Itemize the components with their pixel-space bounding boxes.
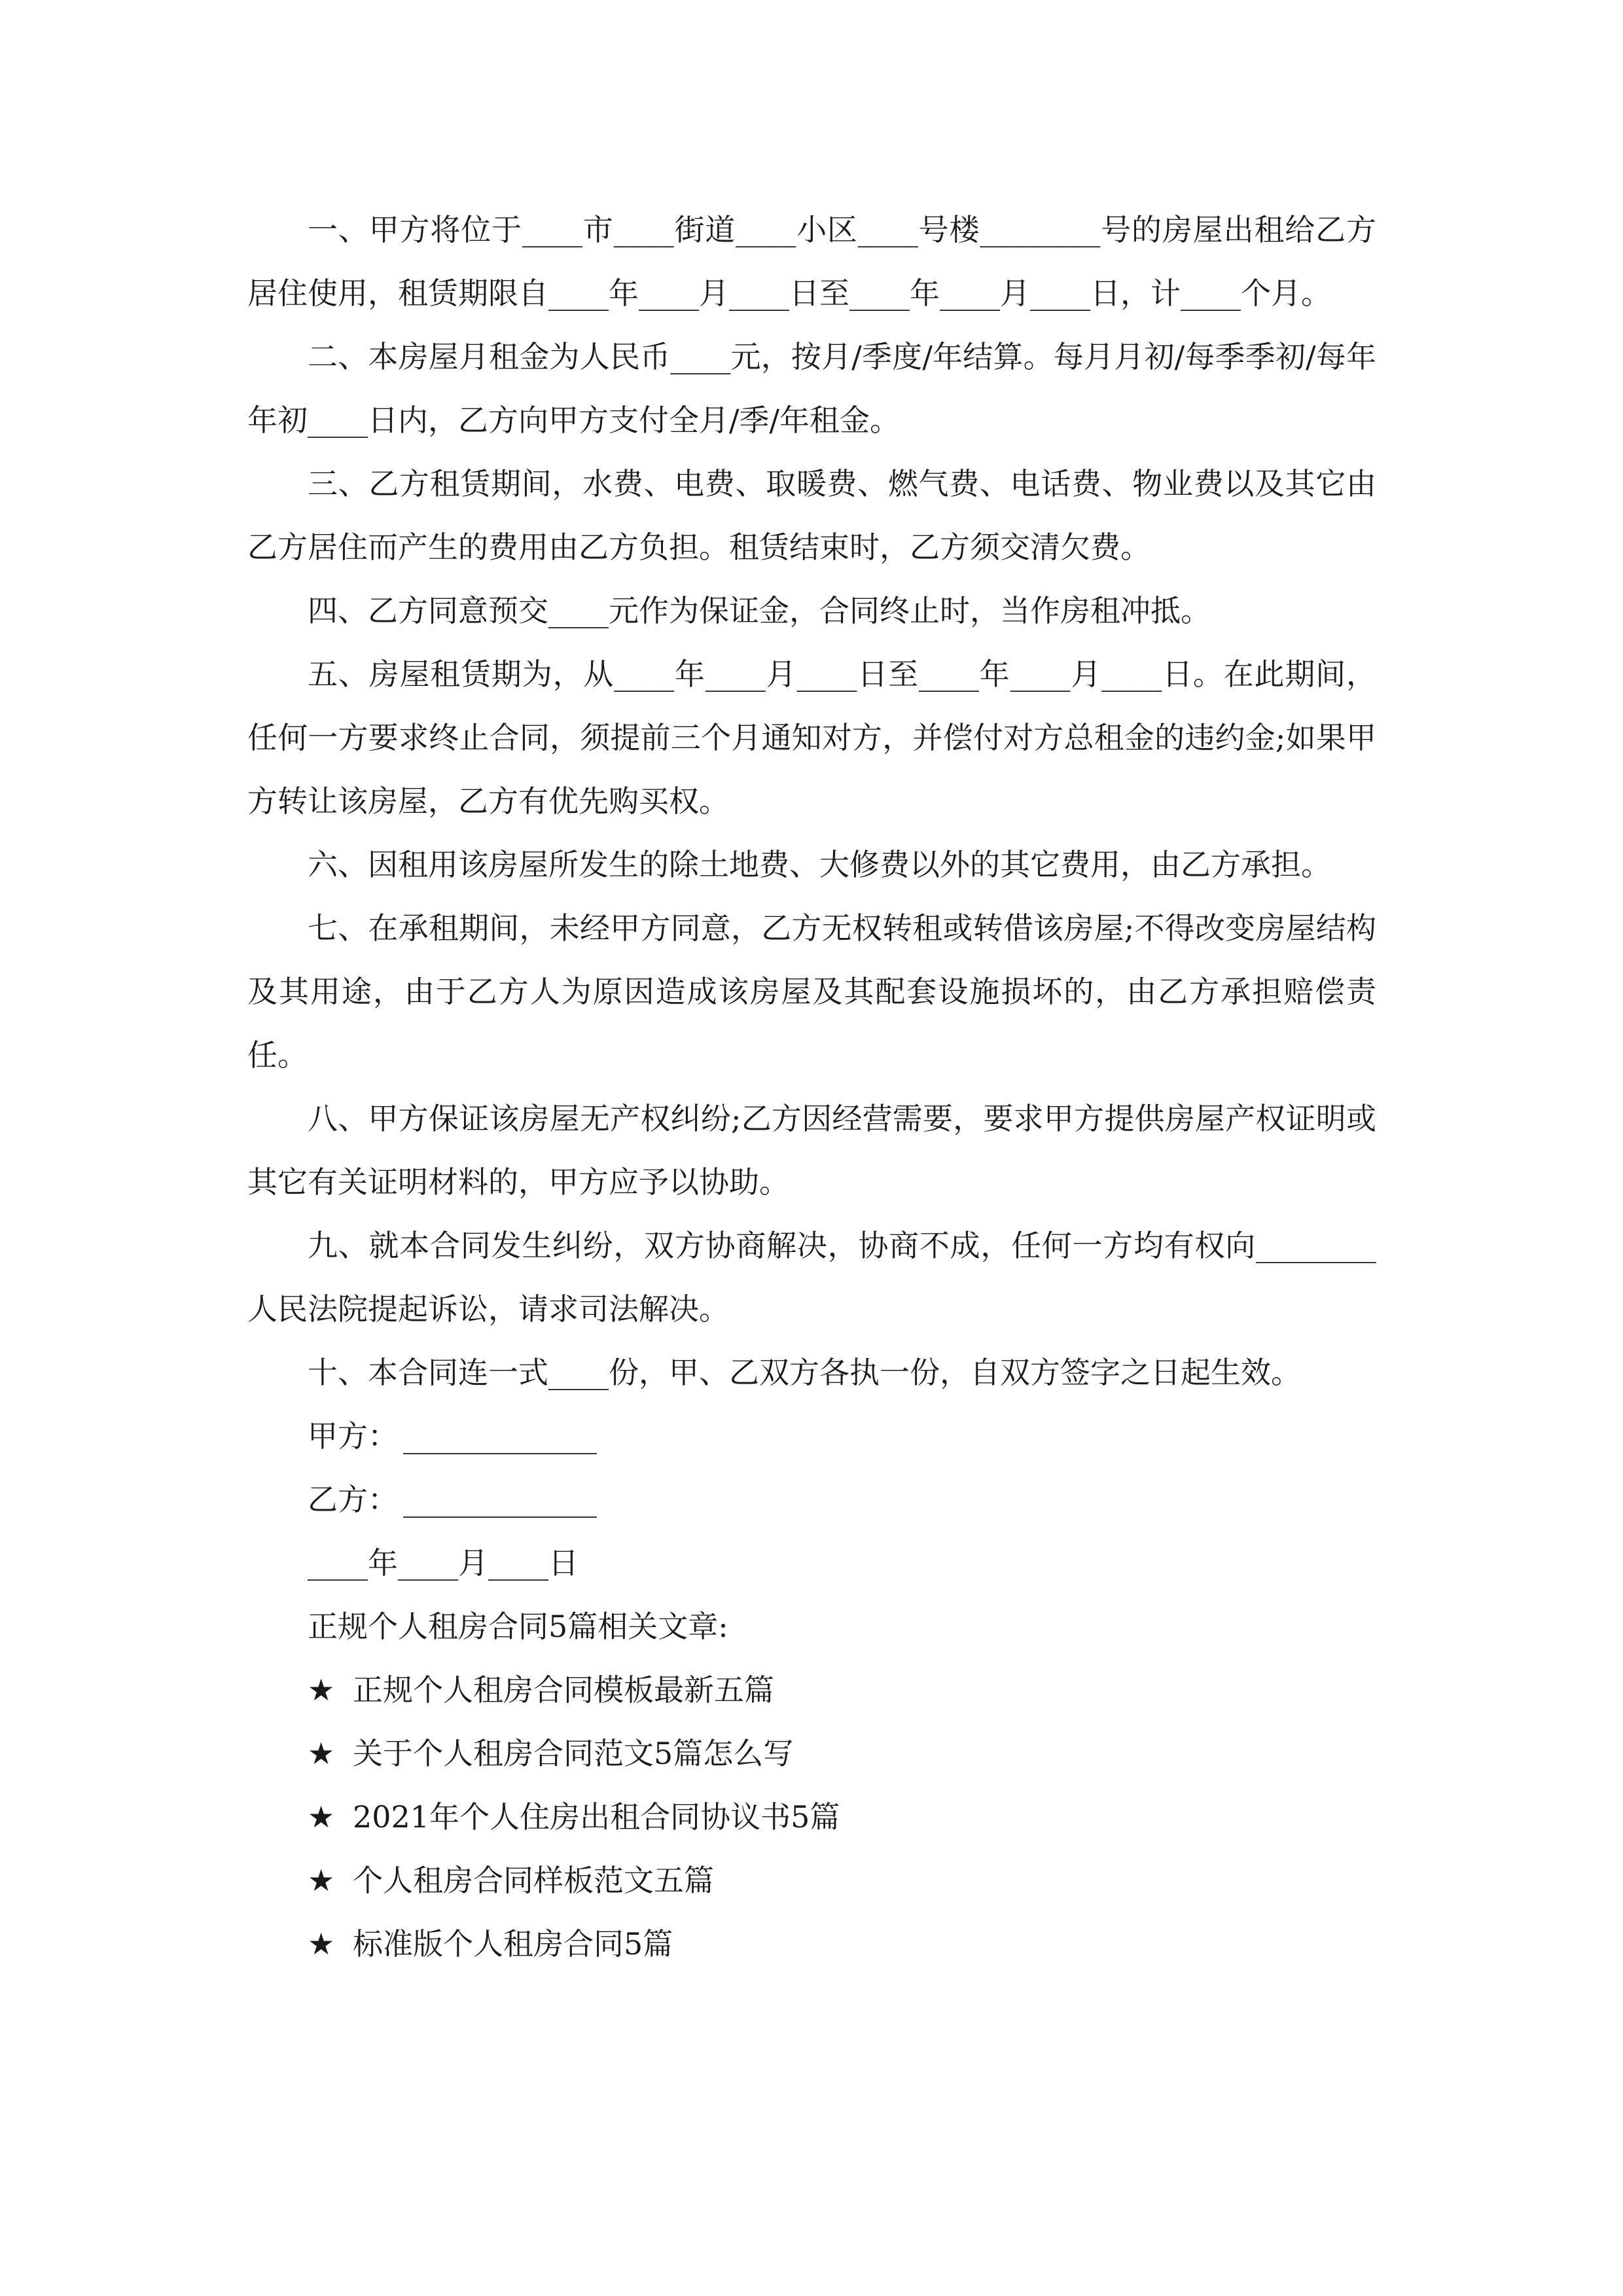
clause-10: 十、本合同连一式____份，甲、乙双方各执一份，自双方签字之日起生效。 — [308, 1355, 1301, 1390]
party-a-signature — [247, 1405, 1376, 1468]
related-article-5[interactable] — [247, 1912, 1376, 1976]
related-articles-heading: 正规个人租房合同5篇相关文章: — [308, 1609, 728, 1644]
related-article-4[interactable] — [247, 1849, 1376, 1912]
clause-1: 一、甲方将位于____市____街道____小区____号楼________号的房屋出租给乙方居住使用，租赁期限自____年____月____日至____年____月____日，计____个月。 — [247, 212, 1376, 311]
related-article-2[interactable] — [247, 1722, 1376, 1785]
clause-9: 九、就本合同发生纠纷，双方协商解决，协商不成，任何一方均有权向________人民法院提起诉讼，请求司法解决。 — [247, 1228, 1376, 1327]
party-a-label: 甲方： — [308, 1418, 398, 1454]
clause-8: 八、甲方保证该房屋无产权纠纷;乙方因经营需要，要求甲方提供房屋产权证明或其它有关证明材料的，甲方应予以协助。 — [247, 1101, 1376, 1200]
clause-5: 五、房屋租赁期为，从____年____月____日至____年____月____日。在此期间，任何一方要求终止合同，须提前三个月通知对方，并偿付对方总租金的违约金;如果甲方转让该房屋，乙方有优先购买权。 — [247, 656, 1376, 819]
clause-3: 三、乙方租赁期间，水费、电费、取暖费、燃气费、电话费、物业费以及其它由乙方居住而产生的费用由乙方负担。租赁结束时，乙方须交清欠费。 — [247, 466, 1376, 565]
star-icon: ★ — [308, 1863, 335, 1898]
star-icon: ★ — [308, 1926, 335, 1962]
related-article-1[interactable] — [247, 1659, 1376, 1722]
clause-7: 七、在承租期间，未经甲方同意，乙方无权转租或转借该房屋;不得改变房屋结构及其用途，由于乙方人为原因造成该房屋及其配套设施损坏的，由乙方承担赔偿责任。 — [247, 910, 1376, 1073]
related-article-title: 2021年个人住房出租合同协议书5篇 — [353, 1799, 840, 1835]
party-b-label: 乙方： — [308, 1482, 398, 1517]
party-a-signature-line — [403, 1453, 597, 1454]
contract-body — [247, 198, 1376, 1976]
party-b-signature-line — [403, 1516, 597, 1518]
clause-6: 六、因租用该房屋所发生的除土地费、大修费以外的其它费用，由乙方承担。 — [308, 847, 1331, 882]
party-b-signature — [247, 1468, 1376, 1532]
signing-date: ____年____月____日 — [308, 1545, 579, 1581]
related-article-3[interactable] — [247, 1785, 1376, 1849]
related-article-title: 正规个人租房合同模板最新五篇 — [353, 1672, 774, 1708]
star-icon: ★ — [308, 1672, 335, 1708]
related-article-title: 标准版个人租房合同5篇 — [353, 1926, 673, 1962]
related-article-title: 关于个人租房合同范文5篇怎么写 — [353, 1736, 794, 1771]
clause-4: 四、乙方同意预交____元作为保证金，合同终止时，当作房租冲抵。 — [308, 593, 1211, 628]
star-icon: ★ — [308, 1736, 335, 1771]
star-icon: ★ — [308, 1799, 335, 1835]
related-article-title: 个人租房合同样板范文五篇 — [353, 1863, 714, 1898]
clause-2: 二、本房屋月租金为人民币____元，按月/季度/年结算。每月月初/每季季初/每年年初____日内，乙方向甲方支付全月/季/年租金。 — [247, 339, 1376, 438]
